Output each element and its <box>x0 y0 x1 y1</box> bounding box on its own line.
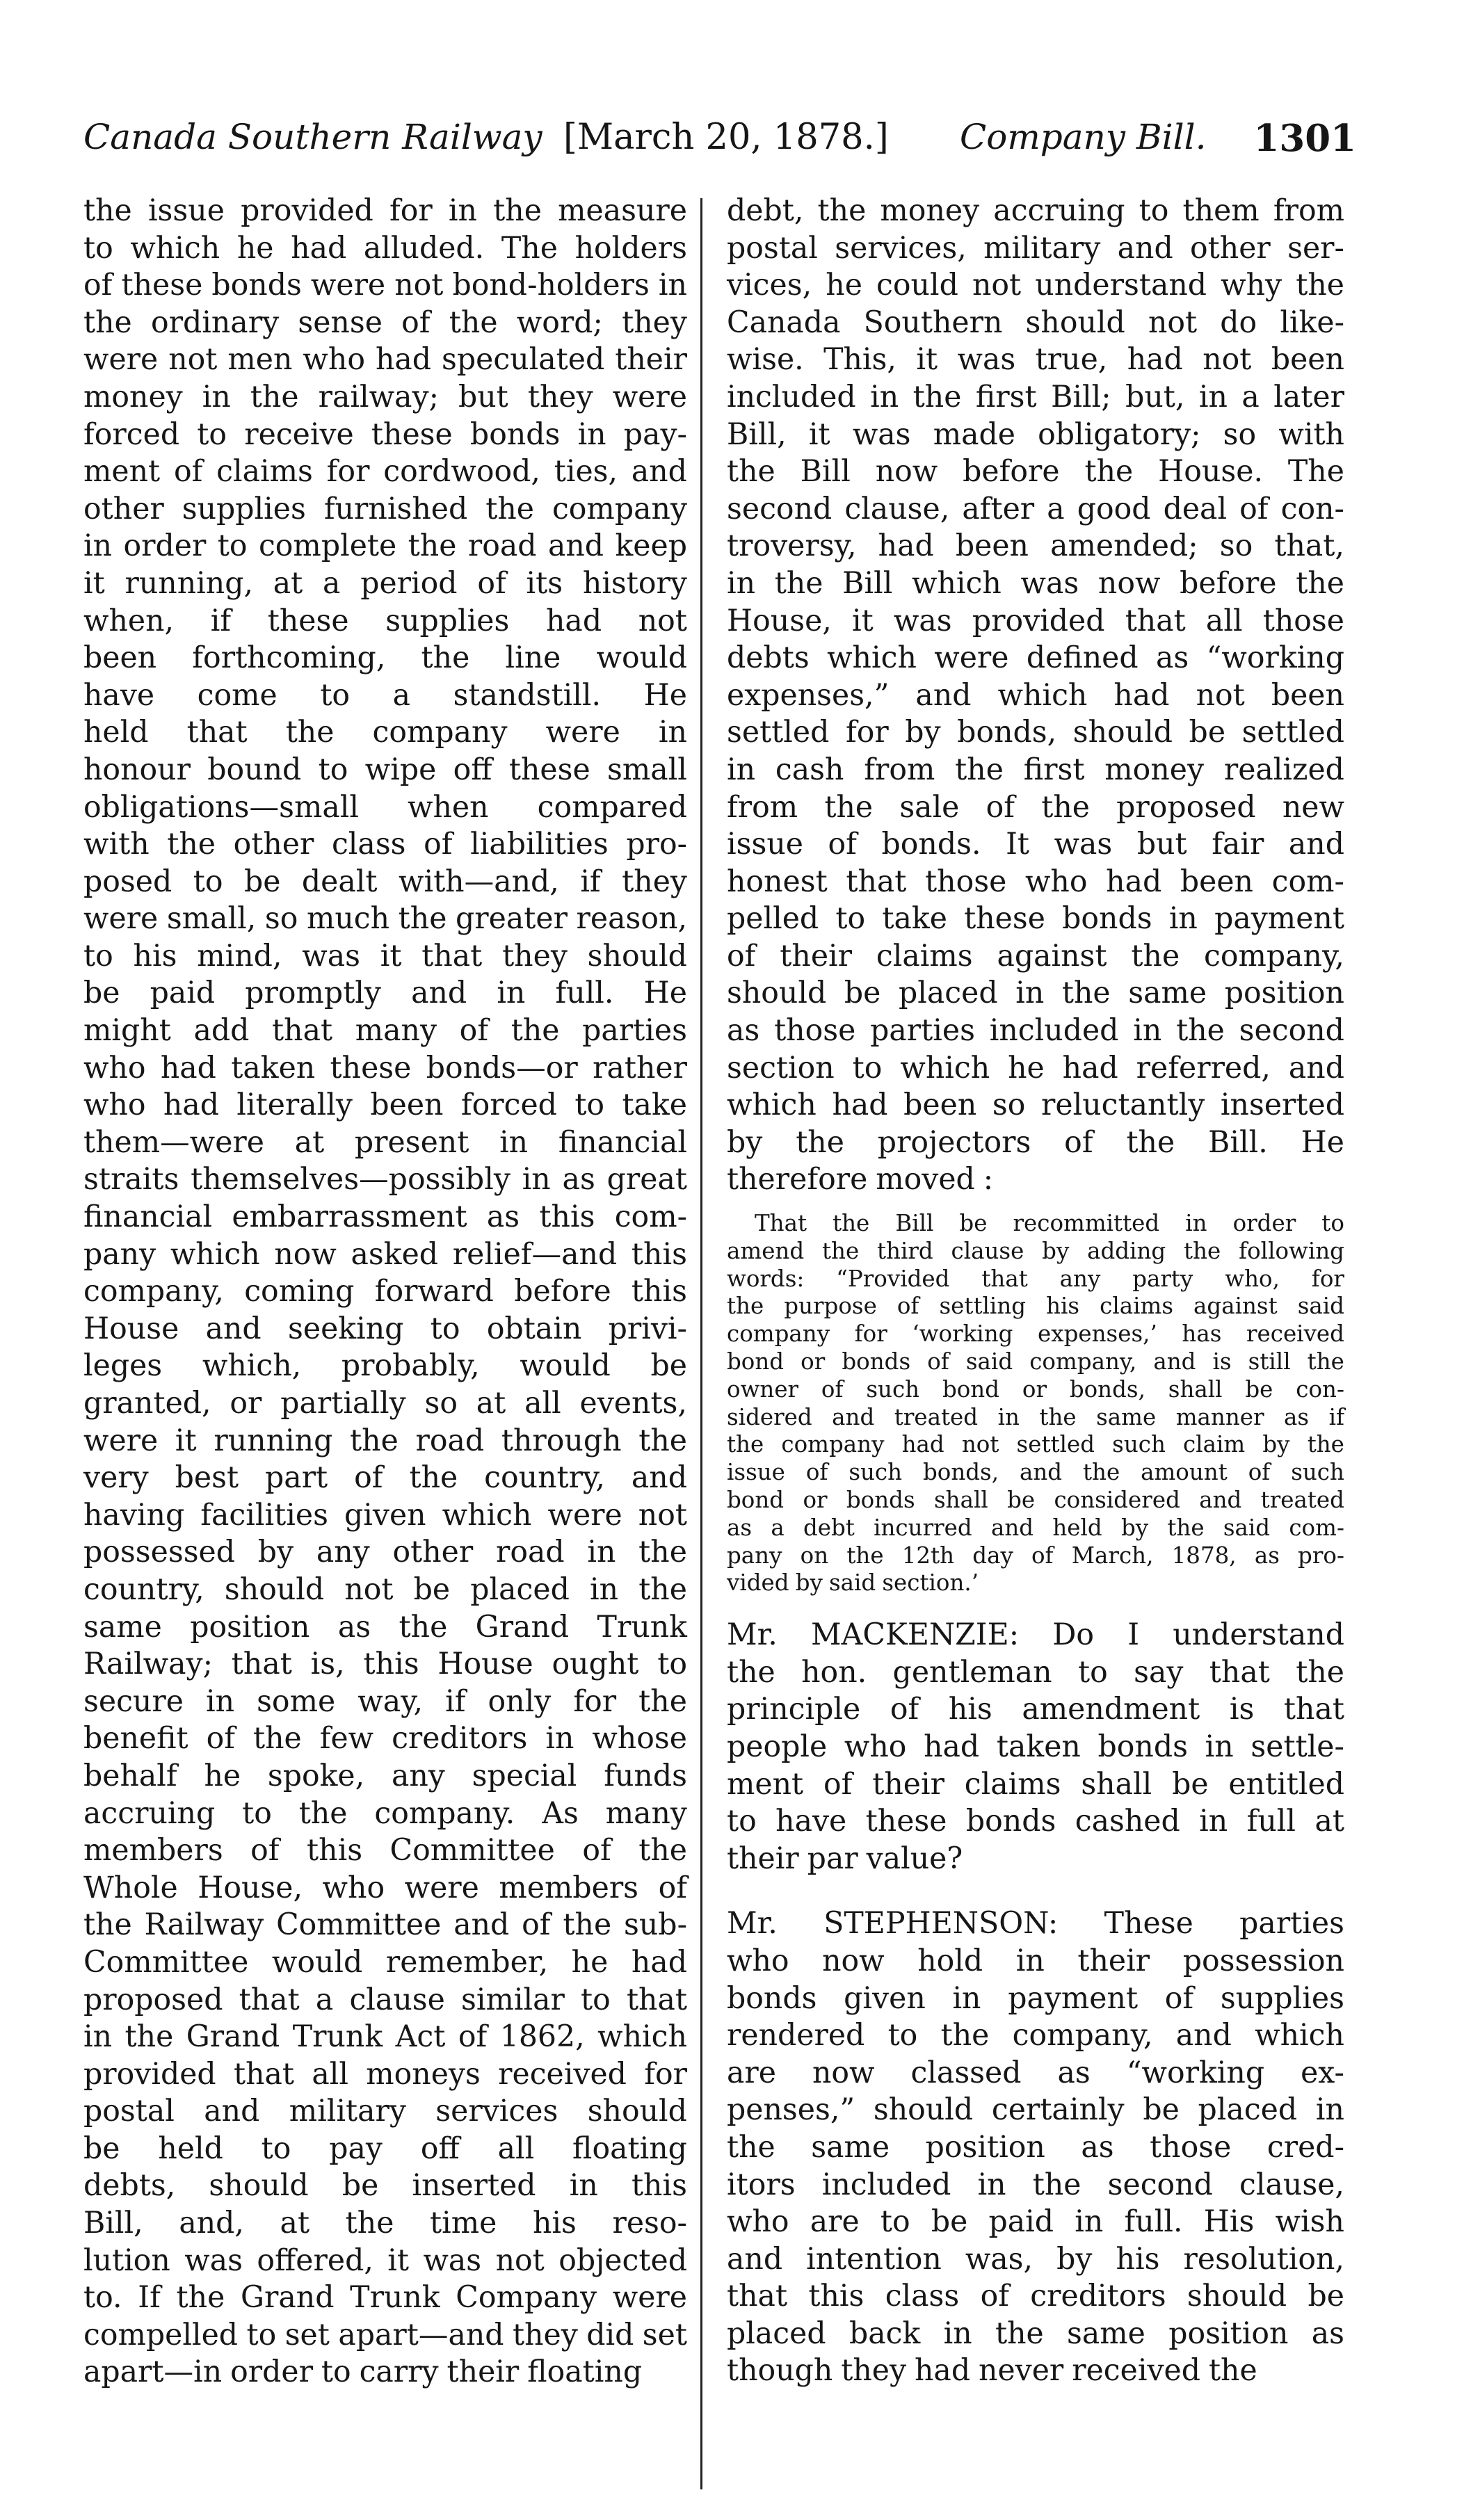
text-line: lution was offered, it was not objected <box>83 2243 687 2278</box>
text-line: apart—in order to carry their floating <box>83 2355 643 2390</box>
text-line: who are to be paid in full. His wish <box>727 2204 1344 2240</box>
text-line: words: “Provided that any party who, for <box>727 1265 1344 1292</box>
text-line: in the Bill which was now before the <box>727 565 1344 601</box>
text-line: with the other class of liabilities pro- <box>83 827 687 862</box>
text-line: as a debt incurred and held by the said com- <box>727 1514 1344 1541</box>
text-line: money in the railway; but they were <box>83 379 687 414</box>
text-line: secure in some way, if only for the <box>83 1683 687 1719</box>
text-line: the ordinary sense of the word; they <box>83 305 687 340</box>
text-line: to his mind, was it that they should <box>83 938 687 974</box>
text-line: be held to pay off all floating <box>83 2131 687 2166</box>
text-line: pany which now asked relief—and this <box>83 1236 687 1272</box>
text-line: to which he had alluded. The holders <box>83 230 687 266</box>
text-line: honour bound to wipe off these small <box>83 752 687 787</box>
text-line: obligations—small when compared <box>83 789 687 825</box>
text-line: vided by said section.’ <box>727 1569 979 1597</box>
text-line: in order to complete the road and keep <box>83 528 687 564</box>
text-line: and intention was, by his resolution, <box>727 2241 1344 2277</box>
text-line: section to which he had referred, and <box>727 1050 1344 1085</box>
text-line: who had taken these bonds—or rather <box>83 1050 687 1085</box>
text-line: leges which, probably, would be <box>83 1348 687 1384</box>
text-line: debts which were defined as “working <box>727 640 1344 676</box>
text-line: behalf he spoke, any special funds <box>83 1758 687 1793</box>
text-line: ment of their claims shall be entitled <box>727 1766 1344 1802</box>
text-line: in cash from the first money realized <box>727 752 1344 787</box>
text-line: the company had not settled such claim by the <box>727 1431 1344 1458</box>
text-line: Mr. STEPHENSON: These parties <box>727 1906 1344 1941</box>
text-line: the issue provided for in the measure <box>83 193 687 228</box>
text-line: accruing to the company. As many <box>83 1795 687 1831</box>
text-line: Canada Southern should not do like- <box>727 305 1344 340</box>
text-line: though they had never received the <box>727 2353 1257 2389</box>
text-line: be paid promptly and in full. He <box>83 976 687 1011</box>
text-line: owner of such bond or bonds, shall be con- <box>727 1375 1344 1403</box>
text-line: forced to receive these bonds in pay- <box>83 417 687 452</box>
speech-mackenzie <box>727 1617 1344 1877</box>
text-line: when, if these supplies had not <box>83 603 687 638</box>
text-line: rendered to the company, and which <box>727 2018 1344 2053</box>
text-line: the hon. gentleman to say that the <box>727 1654 1344 1690</box>
text-line: Bill, it was made obligatory; so with <box>727 417 1344 452</box>
text-line: same position as the Grand Trunk <box>83 1609 687 1645</box>
text-line: House and seeking to obtain privi- <box>83 1311 687 1346</box>
text-line: people who had taken bonds in settle- <box>727 1729 1344 1764</box>
text-line: postal services, military and other ser- <box>727 230 1344 266</box>
text-line: from the sale of the proposed new <box>727 789 1344 825</box>
text-line: itors included in the second clause, <box>727 2167 1344 2202</box>
text-line: the same position as those cred- <box>727 2129 1344 2165</box>
text-line: pany on the 12th day of March, 1878, as pro- <box>727 1542 1344 1569</box>
text-line: were small, so much the greater reason, <box>83 901 687 937</box>
text-line: granted, or partially so at all events, <box>83 1386 687 1421</box>
text-line: vices, he could not understand why the <box>727 268 1344 303</box>
text-line: penses,” should certainly be placed in <box>727 2092 1344 2128</box>
text-line: debt, the money accruing to them from <box>727 193 1344 228</box>
text-line: bond or bonds of said company, and is still the <box>727 1348 1344 1375</box>
header-date: [March 20, 1878.] <box>563 117 889 158</box>
text-line: have come to a standstill. He <box>83 677 687 713</box>
text-line: company, coming forward before this <box>83 1274 687 1309</box>
text-line: Railway; that is, this House ought to <box>83 1647 687 1682</box>
text-line: who had literally been forced to take <box>83 1088 687 1123</box>
speech-stephenson <box>727 1905 1344 2390</box>
text-line: possessed by any other road in the <box>83 1535 687 1570</box>
text-line: troversy, had been amended; so that, <box>727 528 1344 564</box>
text-line: provided that all moneys received for <box>83 2056 687 2092</box>
text-line: bond or bonds shall be considered and treated <box>727 1487 1344 1513</box>
text-line: might add that many of the parties <box>83 1013 687 1049</box>
text-line: honest that those who had been com- <box>727 864 1344 899</box>
text-line: were not men who had speculated their <box>83 342 687 378</box>
text-line: members of this Committee of the <box>83 1833 687 1868</box>
text-line: which had been so reluctantly inserted <box>727 1088 1344 1123</box>
text-line: to have these bonds cashed in full at <box>727 1804 1344 1839</box>
text-line: bonds given in payment of supplies <box>727 1980 1344 2016</box>
text-line: Committee would remember, he had <box>83 1944 687 1980</box>
text-line: the purpose of settling his claims against said <box>727 1293 1344 1320</box>
text-line: by the projectors of the Bill. He <box>727 1124 1344 1160</box>
text-line: Whole House, who were members of <box>83 1870 687 1905</box>
text-line: House, it was provided that all those <box>727 603 1344 638</box>
text-line: their par value? <box>727 1841 963 1876</box>
text-line: issue of such bonds, and the amount of such <box>727 1459 1344 1486</box>
text-line: postal and military services should <box>83 2094 687 2129</box>
right-column <box>727 193 1344 2390</box>
header-right-title: Company Bill. <box>960 117 1207 157</box>
column-divider <box>700 198 702 2489</box>
text-line: of these bonds were not bond-holders in <box>83 268 687 303</box>
text-line: posed to be dealt with—and, if they <box>83 864 687 899</box>
text-line: sidered and treated in the same manner as if <box>727 1403 1344 1430</box>
text-line: wise. This, it was true, had not been <box>727 342 1344 378</box>
text-line: who now hold in their possession <box>727 1943 1344 1978</box>
text-line: therefore moved : <box>727 1162 994 1197</box>
text-line: should be placed in the same position <box>727 976 1344 1011</box>
left-column <box>83 193 687 2391</box>
running-header <box>83 117 1356 172</box>
text-line: expenses,” and which had not been <box>727 677 1344 713</box>
text-line: to. If the Grand Trunk Company were <box>83 2280 687 2316</box>
text-line: held that the company were in <box>83 715 687 750</box>
text-line: That the Bill be recommitted in order to <box>755 1210 1344 1237</box>
text-line: straits themselves—possibly in as great <box>83 1162 687 1197</box>
text-line: company for ‘working expenses,’ has received <box>727 1320 1344 1348</box>
text-line: country, should not be placed in the <box>83 1572 687 1607</box>
text-line: pelled to take these bonds in payment <box>727 901 1344 937</box>
header-left-title: Canada Southern Railway <box>83 117 542 157</box>
text-line: benefit of the few creditors in whose <box>83 1721 687 1756</box>
paragraph-gap <box>727 1877 1344 1905</box>
text-line: debts, should be inserted in this <box>83 2168 687 2204</box>
text-line: principle of his amendment is that <box>727 1692 1344 1727</box>
page-number: 1301 <box>1253 117 1356 160</box>
text-line: having facilities given which were not <box>83 1497 687 1533</box>
text-line: the Bill now before the House. The <box>727 454 1344 490</box>
text-line: issue of bonds. It was but fair and <box>727 827 1344 862</box>
text-line: included in the first Bill; but, in a later <box>727 379 1344 414</box>
motion-text <box>727 1210 1344 1597</box>
text-line: it running, at a period of its history <box>83 565 687 601</box>
text-line: in the Grand Trunk Act of 1862, which <box>83 2019 687 2055</box>
text-line: second clause, after a good deal of con- <box>727 491 1344 526</box>
text-line: ment of claims for cordwood, ties, and <box>83 454 687 490</box>
text-line: as those parties included in the second <box>727 1013 1344 1049</box>
text-line: Mr. MACKENZIE: Do I understand <box>727 1617 1344 1653</box>
text-line: proposed that a clause similar to that <box>83 1982 687 2017</box>
text-line: settled for by bonds, should be settled <box>727 715 1344 750</box>
text-line: compelled to set apart—and they did set <box>83 2317 687 2352</box>
text-line: other supplies furnished the company <box>83 491 687 526</box>
text-line: amend the third clause by adding the following <box>727 1237 1344 1264</box>
text-line: been forthcoming, the line would <box>83 640 687 676</box>
text-line: them—were at present in financial <box>83 1124 687 1160</box>
speech-continuation <box>727 193 1344 1199</box>
text-line: very best part of the country, and <box>83 1460 687 1496</box>
text-line: that this class of creditors should be <box>727 2279 1344 2314</box>
text-line: placed back in the same position as <box>727 2316 1344 2351</box>
text-line: financial embarrassment as this com- <box>83 1200 687 1235</box>
text-line: of their claims against the company, <box>727 938 1344 974</box>
text-line: the Railway Committee and of the sub- <box>83 1907 687 1943</box>
text-line: are now classed as “working ex- <box>727 2055 1344 2090</box>
text-line: were it running the road through the <box>83 1423 687 1458</box>
text-line: Bill, and, at the time his reso- <box>83 2206 687 2241</box>
